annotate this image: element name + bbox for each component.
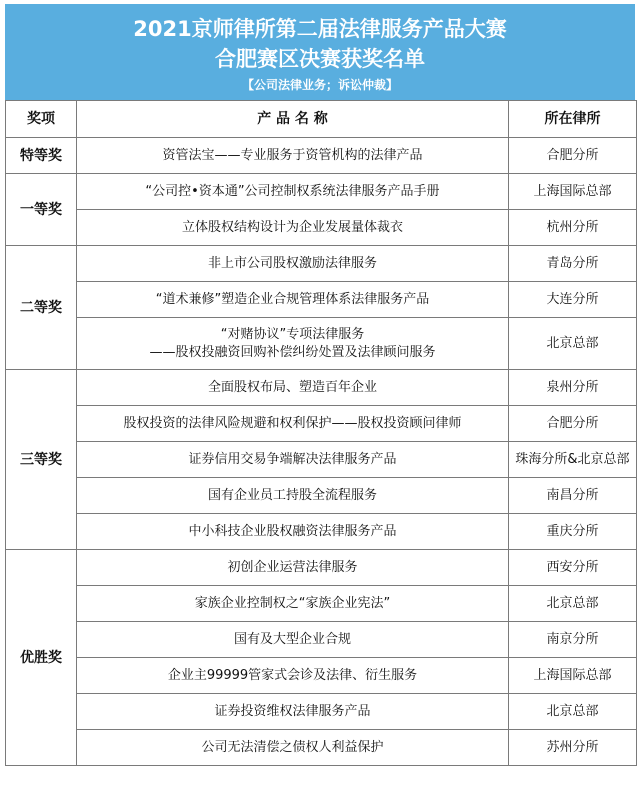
title-banner (5, 4, 635, 100)
column-header-award: 奖项 (6, 101, 77, 138)
product-name: 家族企业控制权之“家族企业宪法” (77, 586, 509, 622)
award-level: 一等奖 (6, 174, 77, 246)
product-name: 国有企业员工持股全流程服务 (77, 478, 509, 514)
product-name: “道术兼修”塑造企业合规管理体系法律服务产品 (77, 282, 509, 318)
award-level: 优胜奖 (6, 550, 77, 766)
office-name: 泉州分所 (509, 370, 637, 406)
award-table (5, 100, 637, 766)
office-name: 北京总部 (509, 586, 637, 622)
product-name: 全面股权布局、塑造百年企业 (77, 370, 509, 406)
table-row (6, 622, 637, 658)
office-name: 上海国际总部 (509, 658, 637, 694)
office-name: 大连分所 (509, 282, 637, 318)
office-name: 合肥分所 (509, 406, 637, 442)
table-row (6, 210, 637, 246)
table-row (6, 282, 637, 318)
product-name: 立体股权结构设计为企业发展量体裁衣 (77, 210, 509, 246)
table-row (6, 586, 637, 622)
product-name: “公司控•资本通”公司控制权系统法律服务产品手册 (77, 174, 509, 210)
office-name: 合肥分所 (509, 138, 637, 174)
column-header-office: 所在律所 (509, 101, 637, 138)
table-row (6, 550, 637, 586)
table-row (6, 318, 637, 370)
table-row (6, 730, 637, 766)
table-row (6, 442, 637, 478)
award-level: 特等奖 (6, 138, 77, 174)
product-name: 股权投资的法律风险规避和权利保护——股权投资顾问律师 (77, 406, 509, 442)
table-row (6, 246, 637, 282)
award-level: 三等奖 (6, 370, 77, 550)
product-name-line2: ——股权投融资回购补偿纠纷处置及法律顾问服务 (149, 344, 436, 360)
office-name: 北京总部 (509, 318, 637, 370)
product-name: 证券信用交易争端解决法律服务产品 (77, 442, 509, 478)
product-name: 中小科技企业股权融资法律服务产品 (77, 514, 509, 550)
product-name: 证券投资维权法律服务产品 (77, 694, 509, 730)
page-subtitle: 合肥赛区决赛获奖名单 (215, 47, 425, 71)
office-name: 南京分所 (509, 622, 637, 658)
category-note: 【公司法律业务；诉讼仲裁】 (241, 78, 398, 92)
table-row (6, 406, 637, 442)
product-name: 非上市公司股权激励法律服务 (77, 246, 509, 282)
table-header-row (6, 101, 637, 138)
office-name: 重庆分所 (509, 514, 637, 550)
office-name: 苏州分所 (509, 730, 637, 766)
office-name: 珠海分所&北京总部 (509, 442, 637, 478)
office-name: 上海国际总部 (509, 174, 637, 210)
table-row (6, 514, 637, 550)
product-name (77, 318, 509, 370)
table-row (6, 694, 637, 730)
office-name: 南昌分所 (509, 478, 637, 514)
product-name-line1: “对赌协议”专项法律服务 (220, 326, 365, 342)
product-name: 初创企业运营法律服务 (77, 550, 509, 586)
table-row (6, 174, 637, 210)
table-row (6, 138, 637, 174)
office-name: 西安分所 (509, 550, 637, 586)
product-name: 企业主99999管家式会诊及法律、衍生服务 (77, 658, 509, 694)
office-name: 北京总部 (509, 694, 637, 730)
table-row (6, 658, 637, 694)
award-level: 二等奖 (6, 246, 77, 370)
page-title: 2021京师律所第二届法律服务产品大赛 (133, 17, 507, 41)
column-header-product: 产 品 名 称 (77, 101, 509, 138)
product-name: 国有及大型企业合规 (77, 622, 509, 658)
table-row (6, 478, 637, 514)
product-name: 资管法宝——专业服务于资管机构的法律产品 (77, 138, 509, 174)
table-row (6, 370, 637, 406)
office-name: 青岛分所 (509, 246, 637, 282)
product-name: 公司无法清偿之债权人利益保护 (77, 730, 509, 766)
office-name: 杭州分所 (509, 210, 637, 246)
